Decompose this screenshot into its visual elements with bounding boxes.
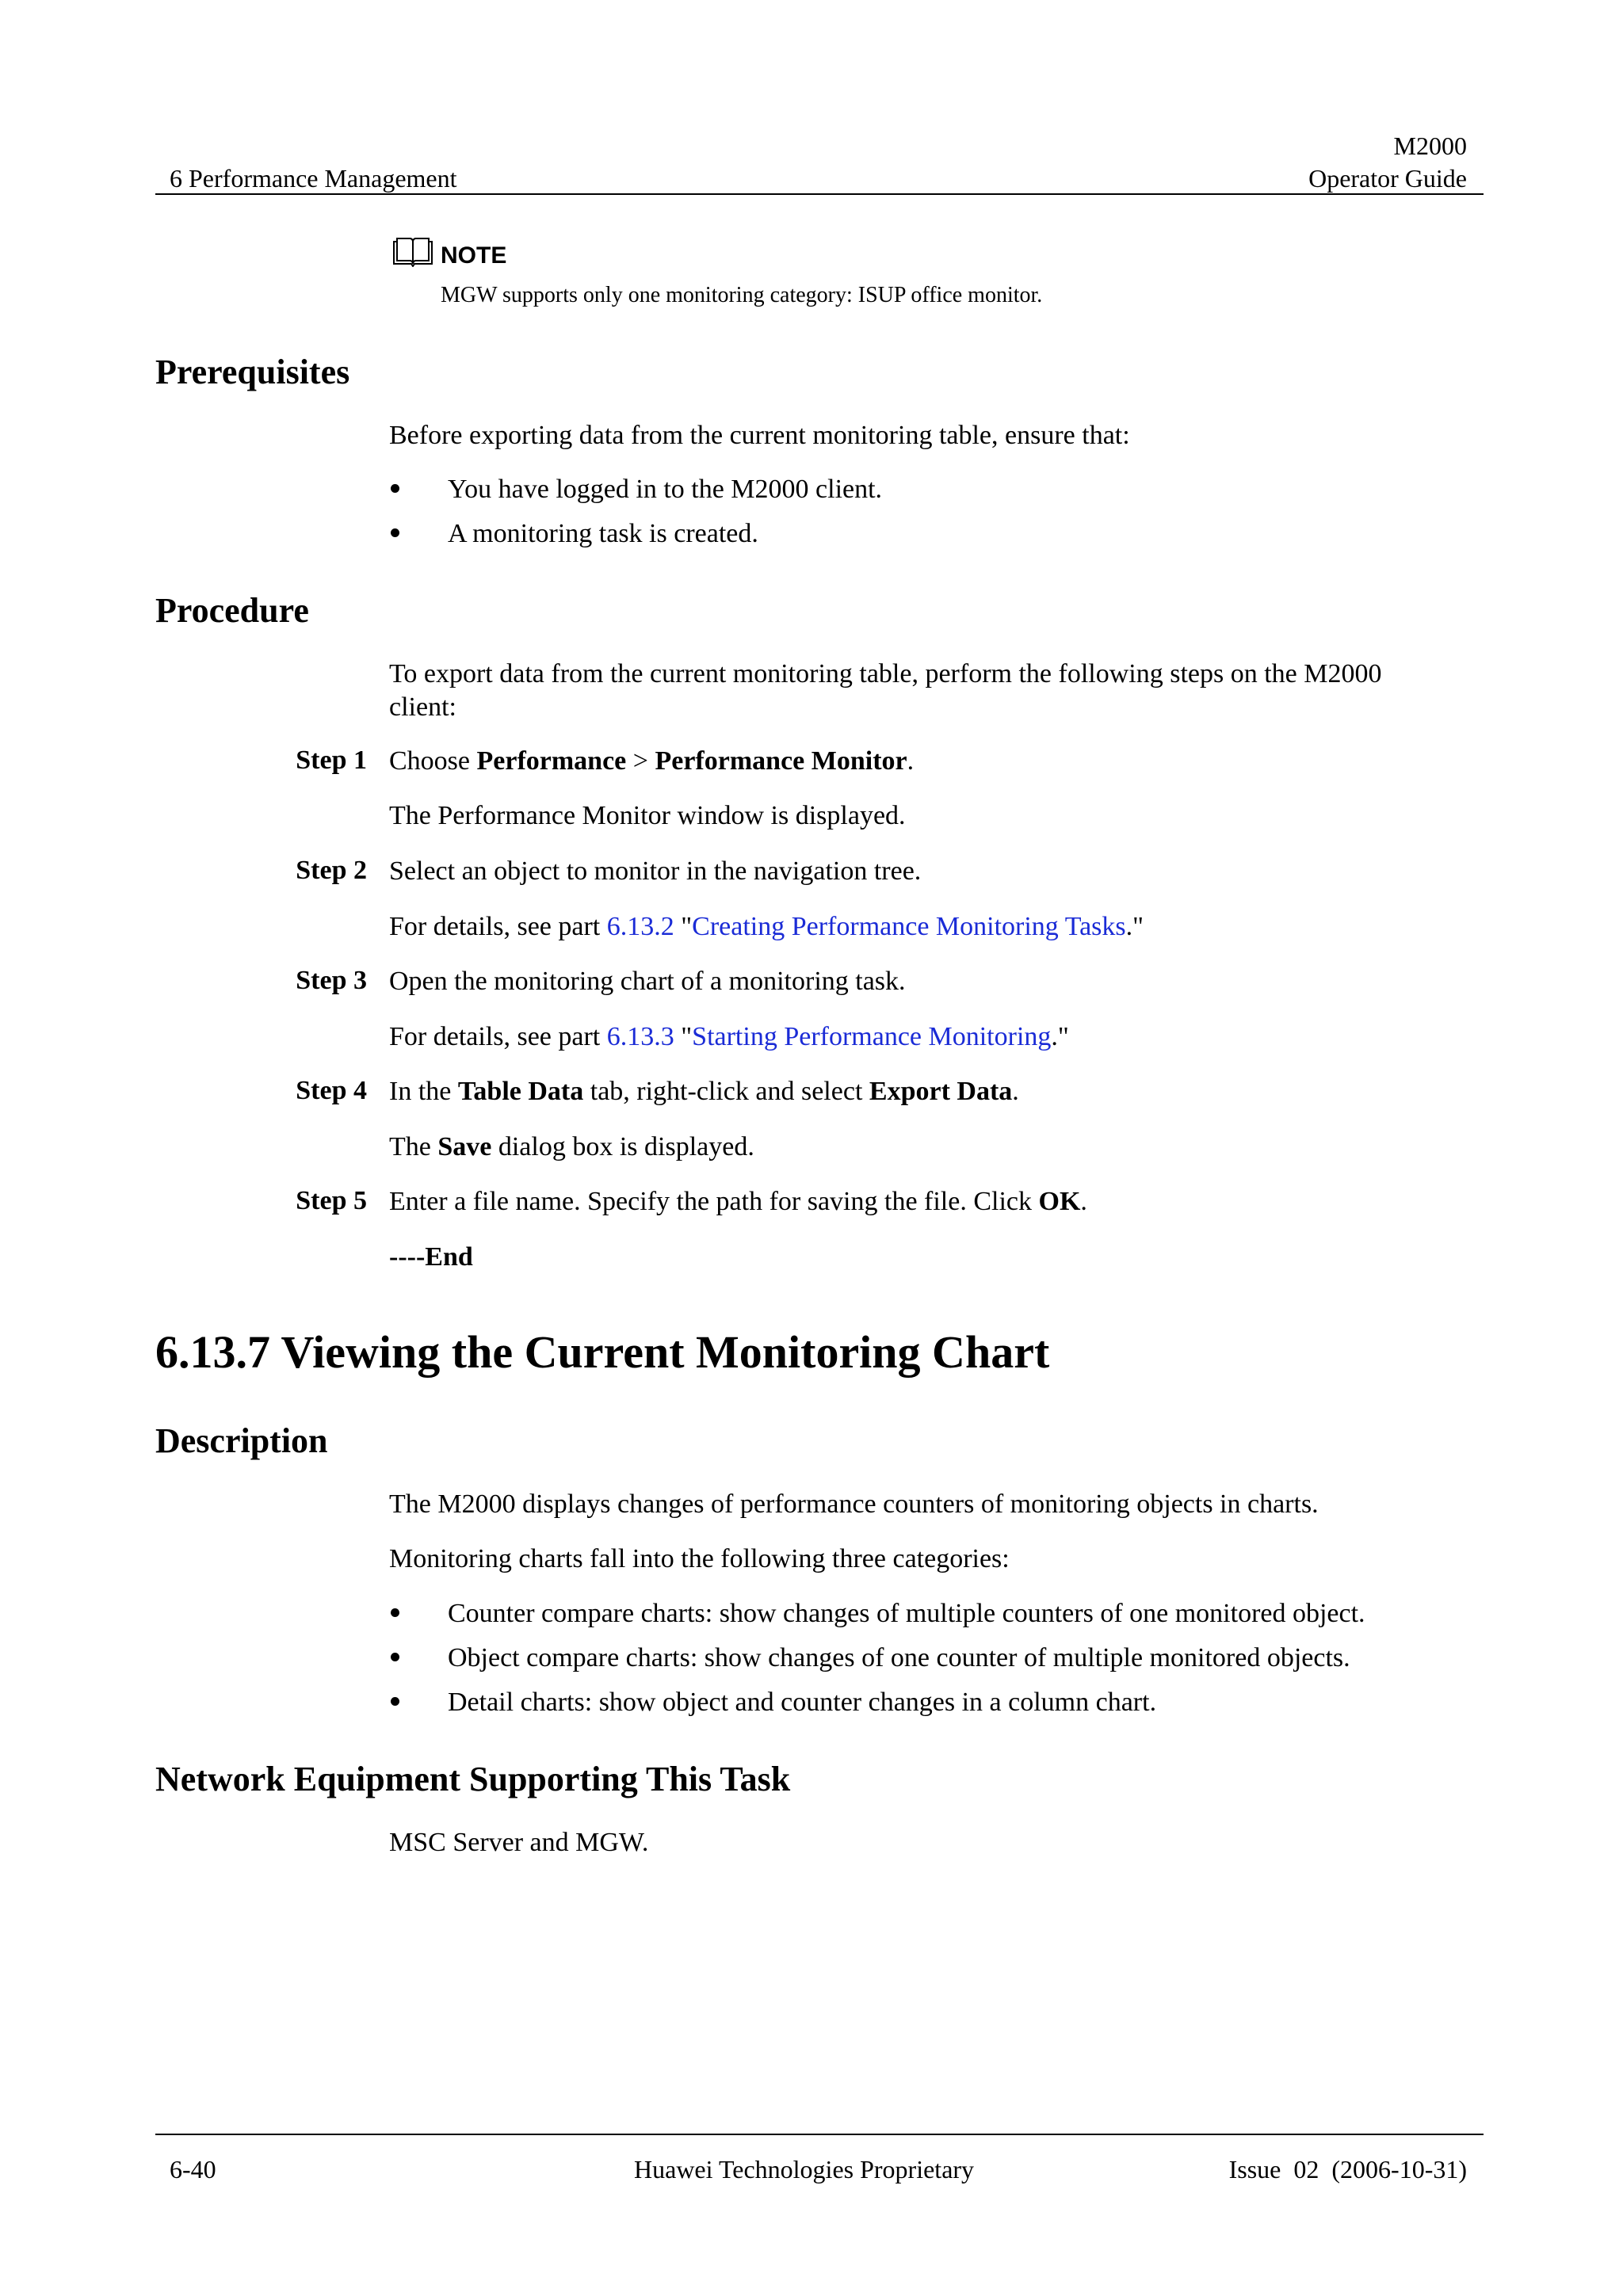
prerequisites-intro: Before exporting data from the current monitoring table, ensure that:	[389, 421, 1130, 450]
step-text-part: .	[1080, 1187, 1087, 1216]
tab-table-data: Table Data	[457, 1077, 584, 1106]
quote-open: "	[674, 912, 693, 941]
description-paragraph: Monitoring charts fall into the following three categories:	[389, 1544, 1010, 1573]
equipment-text: MSC Server and MGW.	[389, 1828, 649, 1857]
menu-performance: Performance	[476, 746, 627, 776]
description-item: Object compare charts: show changes of one counter of multiple monitored objects.	[448, 1643, 1350, 1672]
step-result: The Performance Monitor window is displayed.	[389, 801, 906, 830]
equipment-heading: Network Equipment Supporting This Task	[155, 1760, 791, 1798]
step-label: Step 5	[296, 1186, 367, 1215]
procedure-intro-line1: To export data from the current monitoring table, perform the following steps on the M2000	[389, 659, 1382, 688]
step-label: Step 1	[296, 746, 367, 775]
step-detail-prefix: For details, see part	[389, 1022, 607, 1051]
bullet-icon	[391, 1697, 399, 1706]
step-text-part: >	[626, 746, 655, 776]
step-label: Step 3	[296, 966, 367, 995]
footer-page-number: 6-40	[170, 2155, 216, 2183]
section-title-link[interactable]: Creating Performance Monitoring Tasks	[692, 912, 1126, 941]
step-text-part: .	[1012, 1077, 1019, 1106]
section-title: 6.13.7 Viewing the Current Monitoring Chart	[155, 1326, 1050, 1378]
prerequisites-heading: Prerequisites	[155, 353, 350, 391]
note-book-icon	[392, 237, 433, 271]
step-text-part: Enter a file name. Specify the path for saving the file. Click	[389, 1187, 1039, 1216]
footer-issue: Issue 02 (2006-10-31)	[1228, 2155, 1467, 2183]
step-text: Select an object to monitor in the navigation tree.	[389, 856, 922, 886]
header-rule	[155, 193, 1484, 195]
step-text-part: Choose	[389, 746, 477, 776]
button-ok: OK	[1038, 1187, 1081, 1216]
step-detail-prefix: For details, see part	[389, 912, 607, 941]
step-label: Step 4	[296, 1076, 367, 1105]
prerequisite-item: You have logged in to the M2000 client.	[448, 475, 883, 504]
step-text-part: tab, right-click and select	[583, 1077, 869, 1106]
step-text	[389, 1185, 1087, 1219]
dialog-save: Save	[437, 1132, 492, 1161]
note-label: NOTE	[441, 242, 507, 269]
step-text-part: In the	[389, 1077, 458, 1106]
header-guide: Operator Guide	[1308, 164, 1467, 193]
quote-close: ."	[1051, 1022, 1069, 1051]
header-section: 6 Performance Management	[170, 164, 457, 193]
step-result	[389, 1131, 754, 1164]
procedure-intro-line2: client:	[389, 692, 456, 722]
procedure-end: ----End	[389, 1242, 473, 1272]
description-item: Detail charts: show object and counter changes in a column chart.	[448, 1688, 1157, 1717]
step-detail	[389, 910, 1144, 944]
step-detail	[389, 1020, 1069, 1054]
prerequisite-item: A monitoring task is created.	[448, 519, 758, 548]
description-paragraph: The M2000 displays changes of performance counters of monitoring objects in charts.	[389, 1489, 1319, 1519]
bullet-icon	[391, 484, 399, 493]
step-result-part: The	[389, 1132, 438, 1161]
section-title-link[interactable]: Starting Performance Monitoring	[692, 1022, 1052, 1051]
procedure-heading: Procedure	[155, 591, 309, 630]
bullet-icon	[391, 528, 399, 537]
footer-company: Huawei Technologies Proprietary	[634, 2155, 975, 2183]
section-ref-link[interactable]: 6.13.2	[606, 912, 674, 941]
description-item: Counter compare charts: show changes of multiple counters of one monitored object.	[448, 1599, 1365, 1628]
section-ref-link[interactable]: 6.13.3	[606, 1022, 674, 1051]
header-product: M2000	[1393, 132, 1467, 160]
description-heading: Description	[155, 1421, 328, 1460]
step-result-part: dialog box is displayed.	[491, 1132, 754, 1161]
note-text: MGW supports only one monitoring category: ISUP office monitor.	[441, 283, 1043, 307]
quote-close: ."	[1125, 912, 1144, 941]
menu-performance-monitor: Performance Monitor	[655, 746, 907, 776]
quote-open: "	[674, 1022, 693, 1051]
procedure-intro	[389, 658, 1382, 724]
footer-rule	[155, 2134, 1484, 2135]
step-text	[389, 745, 914, 778]
menu-export-data: Export Data	[869, 1077, 1013, 1106]
bullet-icon	[391, 1653, 399, 1661]
step-label: Step 2	[296, 856, 367, 885]
step-text	[389, 1075, 1019, 1108]
bullet-icon	[391, 1608, 399, 1617]
step-text-part: .	[907, 746, 915, 776]
step-text: Open the monitoring chart of a monitoring task.	[389, 967, 906, 996]
